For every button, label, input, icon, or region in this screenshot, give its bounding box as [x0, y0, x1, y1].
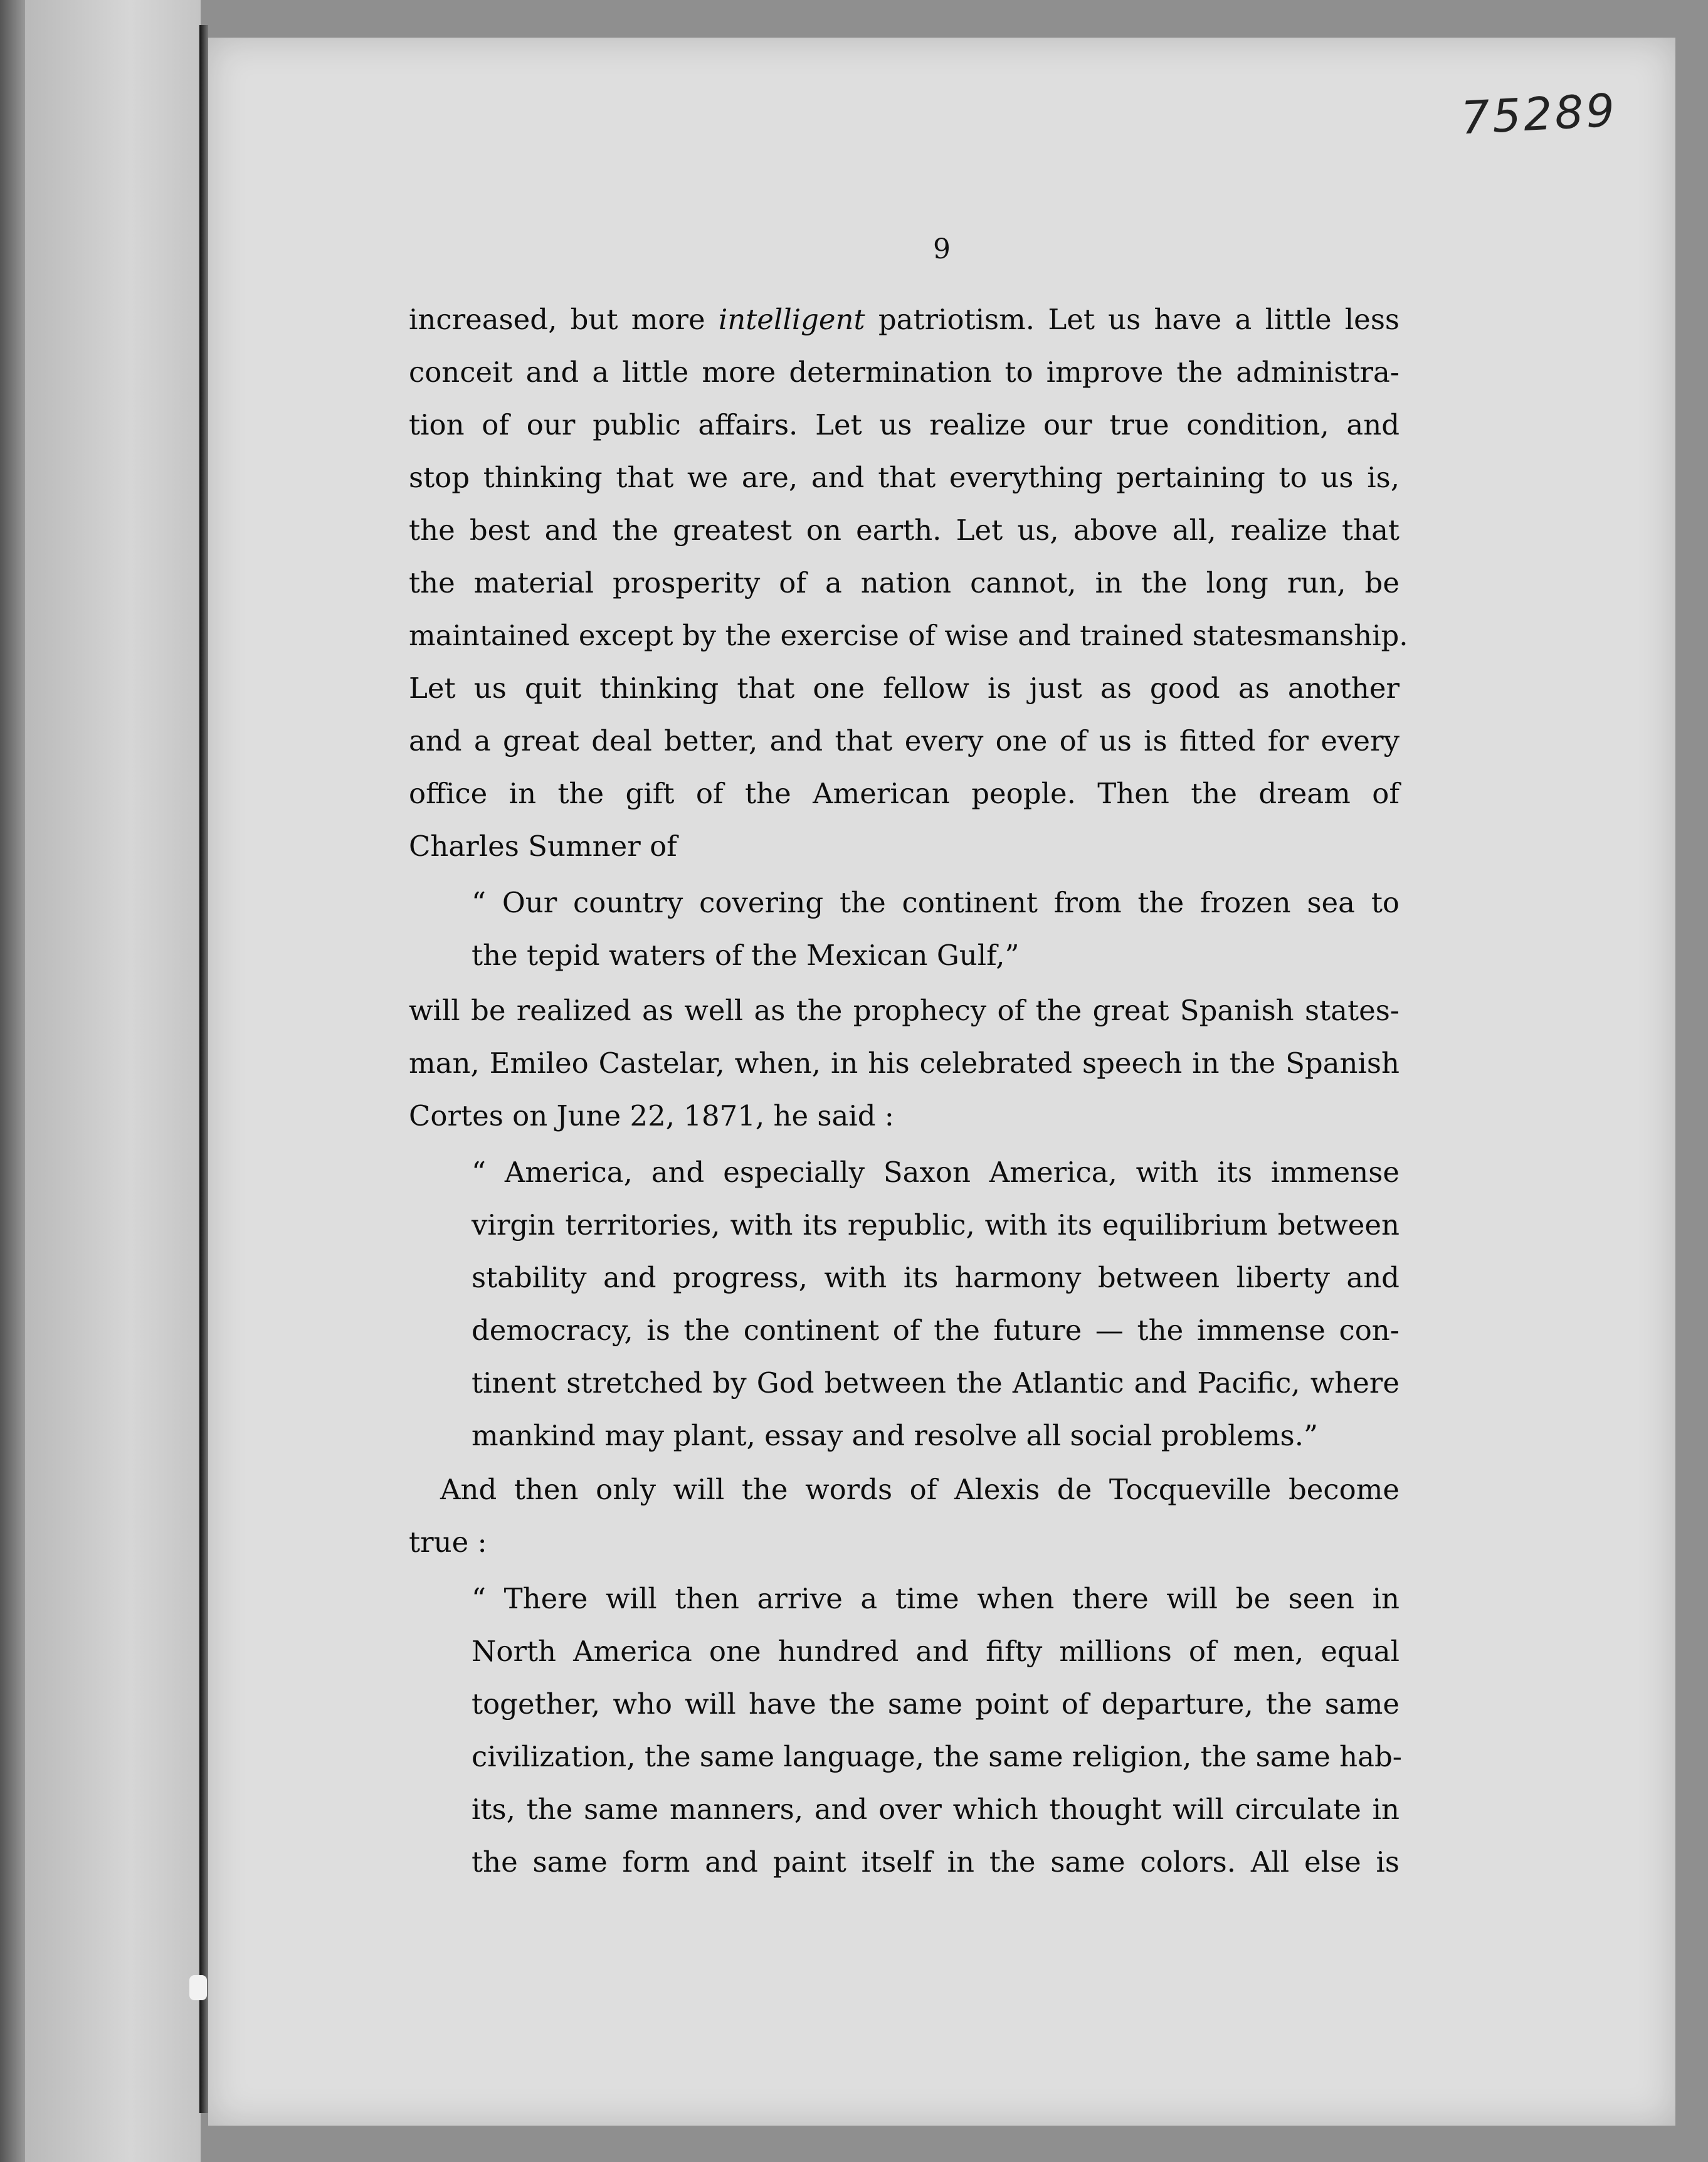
text-line: true :: [409, 1526, 487, 1559]
text-line: stop thinking that we are, and that everything pertaining to us is,: [409, 461, 1400, 494]
quote-line: “ Our country covering the continent from the frozen sea to: [472, 886, 1400, 919]
quote-line: the same form and paint itself in the same colors. All else is: [472, 1845, 1400, 1879]
text-line: maintained except by the exercise of wise and trained statesmanship.: [409, 619, 1408, 652]
text-line: [409, 295, 1400, 345]
page-number: 9: [933, 233, 951, 265]
scan-edge: [0, 0, 25, 2162]
handwritten-catalog-number: 75289: [1459, 83, 1619, 145]
quote-line: stability and progress, with its harmony between liberty and: [472, 1261, 1400, 1294]
text-line: Charles Sumner of: [409, 830, 677, 863]
text-line: tion of our public affairs. Let us realize our true condition, and: [409, 408, 1400, 441]
text-line: the best and the greatest on earth. Let us, above all, realize that: [409, 514, 1400, 547]
quote-line: virgin territories, with its republic, with its equilibrium between: [472, 1208, 1400, 1242]
text-run: increased, but more: [409, 303, 719, 336]
quote-line: “ There will then arrive a time when there will be seen in: [472, 1582, 1400, 1615]
text-line: office in the gift of the American people. Then the dream of: [409, 777, 1400, 810]
text-line: Let us quit thinking that one fellow is just as good as another: [409, 672, 1400, 705]
text-line: the material prosperity of a nation cannot, in the long run, be: [409, 566, 1400, 599]
emphasized-word: intelligent: [718, 303, 865, 336]
quote-line: mankind may plant, essay and resolve all social problems.”: [472, 1419, 1319, 1452]
text-run: patriotism. Let us have a little less: [865, 303, 1400, 336]
text-line: and a great deal better, and that every one of us is fitted for every: [409, 724, 1400, 757]
quote-line: “ America, and especially Saxon America, with its immense: [472, 1156, 1400, 1189]
paper-damage-spot: [189, 1975, 207, 2000]
text-line: will be realized as well as the prophecy of the great Spanish states-: [409, 994, 1400, 1027]
page-gutter: [199, 25, 208, 2113]
text-line: And then only will the words of Alexis de Tocqueville become: [440, 1473, 1400, 1506]
text-line: Cortes on June 22, 1871, he said :: [409, 1099, 894, 1132]
quote-line: civilization, the same language, the same religion, the same hab-: [472, 1740, 1402, 1773]
text-line: conceit and a little more determination to improve the administra-: [409, 356, 1400, 389]
text-line: man, Emileo Castelar, when, in his celebrated speech in the Spanish: [409, 1047, 1400, 1080]
quote-line: together, who will have the same point of departure, the same: [472, 1687, 1400, 1721]
quote-line: the tepid waters of the Mexican Gulf,”: [472, 939, 1020, 972]
quote-line: tinent stretched by God between the Atlantic and Pacific, where: [472, 1366, 1400, 1400]
quote-line: its, the same manners, and over which thought will circulate in: [472, 1793, 1400, 1826]
facing-page-margin: [25, 0, 201, 2162]
quote-line: North America one hundred and fifty millions of men, equal: [472, 1635, 1400, 1668]
quote-line: democracy, is the continent of the future — the immense con-: [472, 1314, 1400, 1347]
